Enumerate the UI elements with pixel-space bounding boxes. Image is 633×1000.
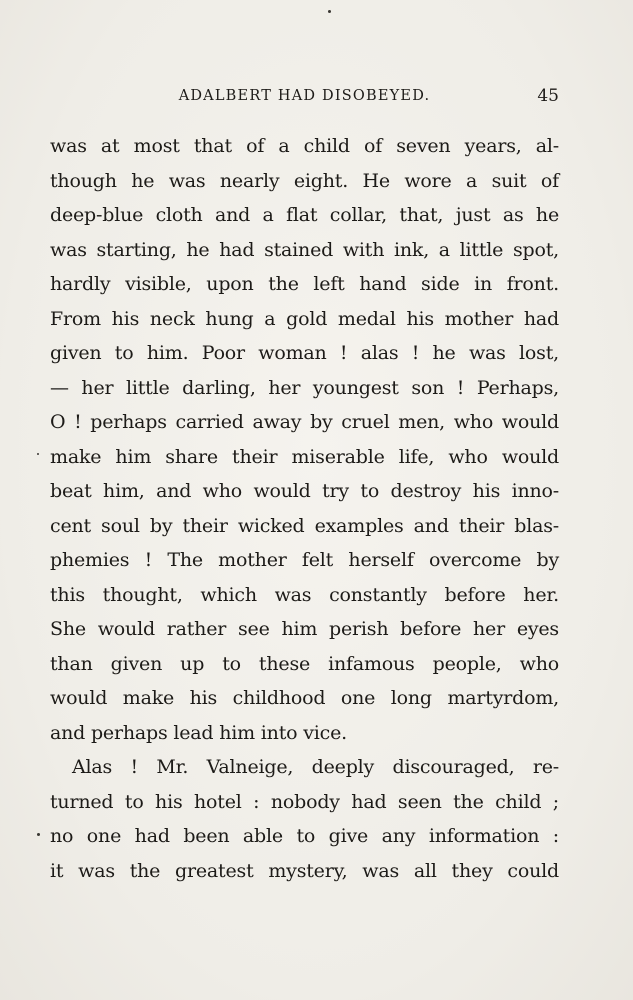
text-line: given to him. Poor woman ! alas ! he was lost, xyxy=(50,342,559,364)
text-line: it was the greatest mystery, was all they could xyxy=(50,859,559,882)
text-line: cent soul by their wicked examples and their blas- xyxy=(50,514,559,537)
text-line: O ! perhaps carried away by cruel men, who would xyxy=(50,411,559,433)
text-line: would make his childhood one long martyrdom, xyxy=(50,687,559,709)
running-head: ADALBERT HAD DISOBEYED. xyxy=(178,88,431,104)
text-line: make him share their miserable life, who would xyxy=(50,445,559,468)
ink-speck xyxy=(37,833,40,836)
text-line: than given up to these infamous people, who xyxy=(50,652,559,675)
text-line: — her little darling, her youngest son ! Perhaps, xyxy=(50,376,559,399)
page-header xyxy=(50,84,559,108)
text-line: was at most that of a child of seven years, al- xyxy=(50,135,559,157)
text-line: beat him, and who would try to destroy his inno- xyxy=(50,480,559,502)
text-line: though he was nearly eight. He wore a suit of xyxy=(50,169,559,192)
paragraph-end-line: and perhaps lead him into vice. xyxy=(50,721,347,744)
ink-speck xyxy=(37,453,39,455)
text-line: From his neck hung a gold medal his mother had xyxy=(50,307,559,330)
ink-speck xyxy=(328,10,331,13)
text-line: turned to his hotel : nobody had seen the child ; xyxy=(50,790,559,813)
text-line: no one had been able to give any information : xyxy=(50,825,559,847)
page-number: 45 xyxy=(537,86,559,106)
body-text xyxy=(50,129,559,888)
text-line: was starting, he had stained with ink, a little spot, xyxy=(50,238,559,261)
text-line: phemies ! The mother felt herself overcome by xyxy=(50,549,559,571)
paragraph-start-line: Alas ! Mr. Valneige, deeply discouraged, re- xyxy=(72,756,559,778)
text-line: this thought, which was constantly before her. xyxy=(50,583,559,606)
text-line: hardly visible, upon the left hand side in front. xyxy=(50,273,559,295)
text-line: She would rather see him perish before her eyes xyxy=(50,618,559,640)
text-line: deep-blue cloth and a flat collar, that, just as he xyxy=(50,204,559,226)
